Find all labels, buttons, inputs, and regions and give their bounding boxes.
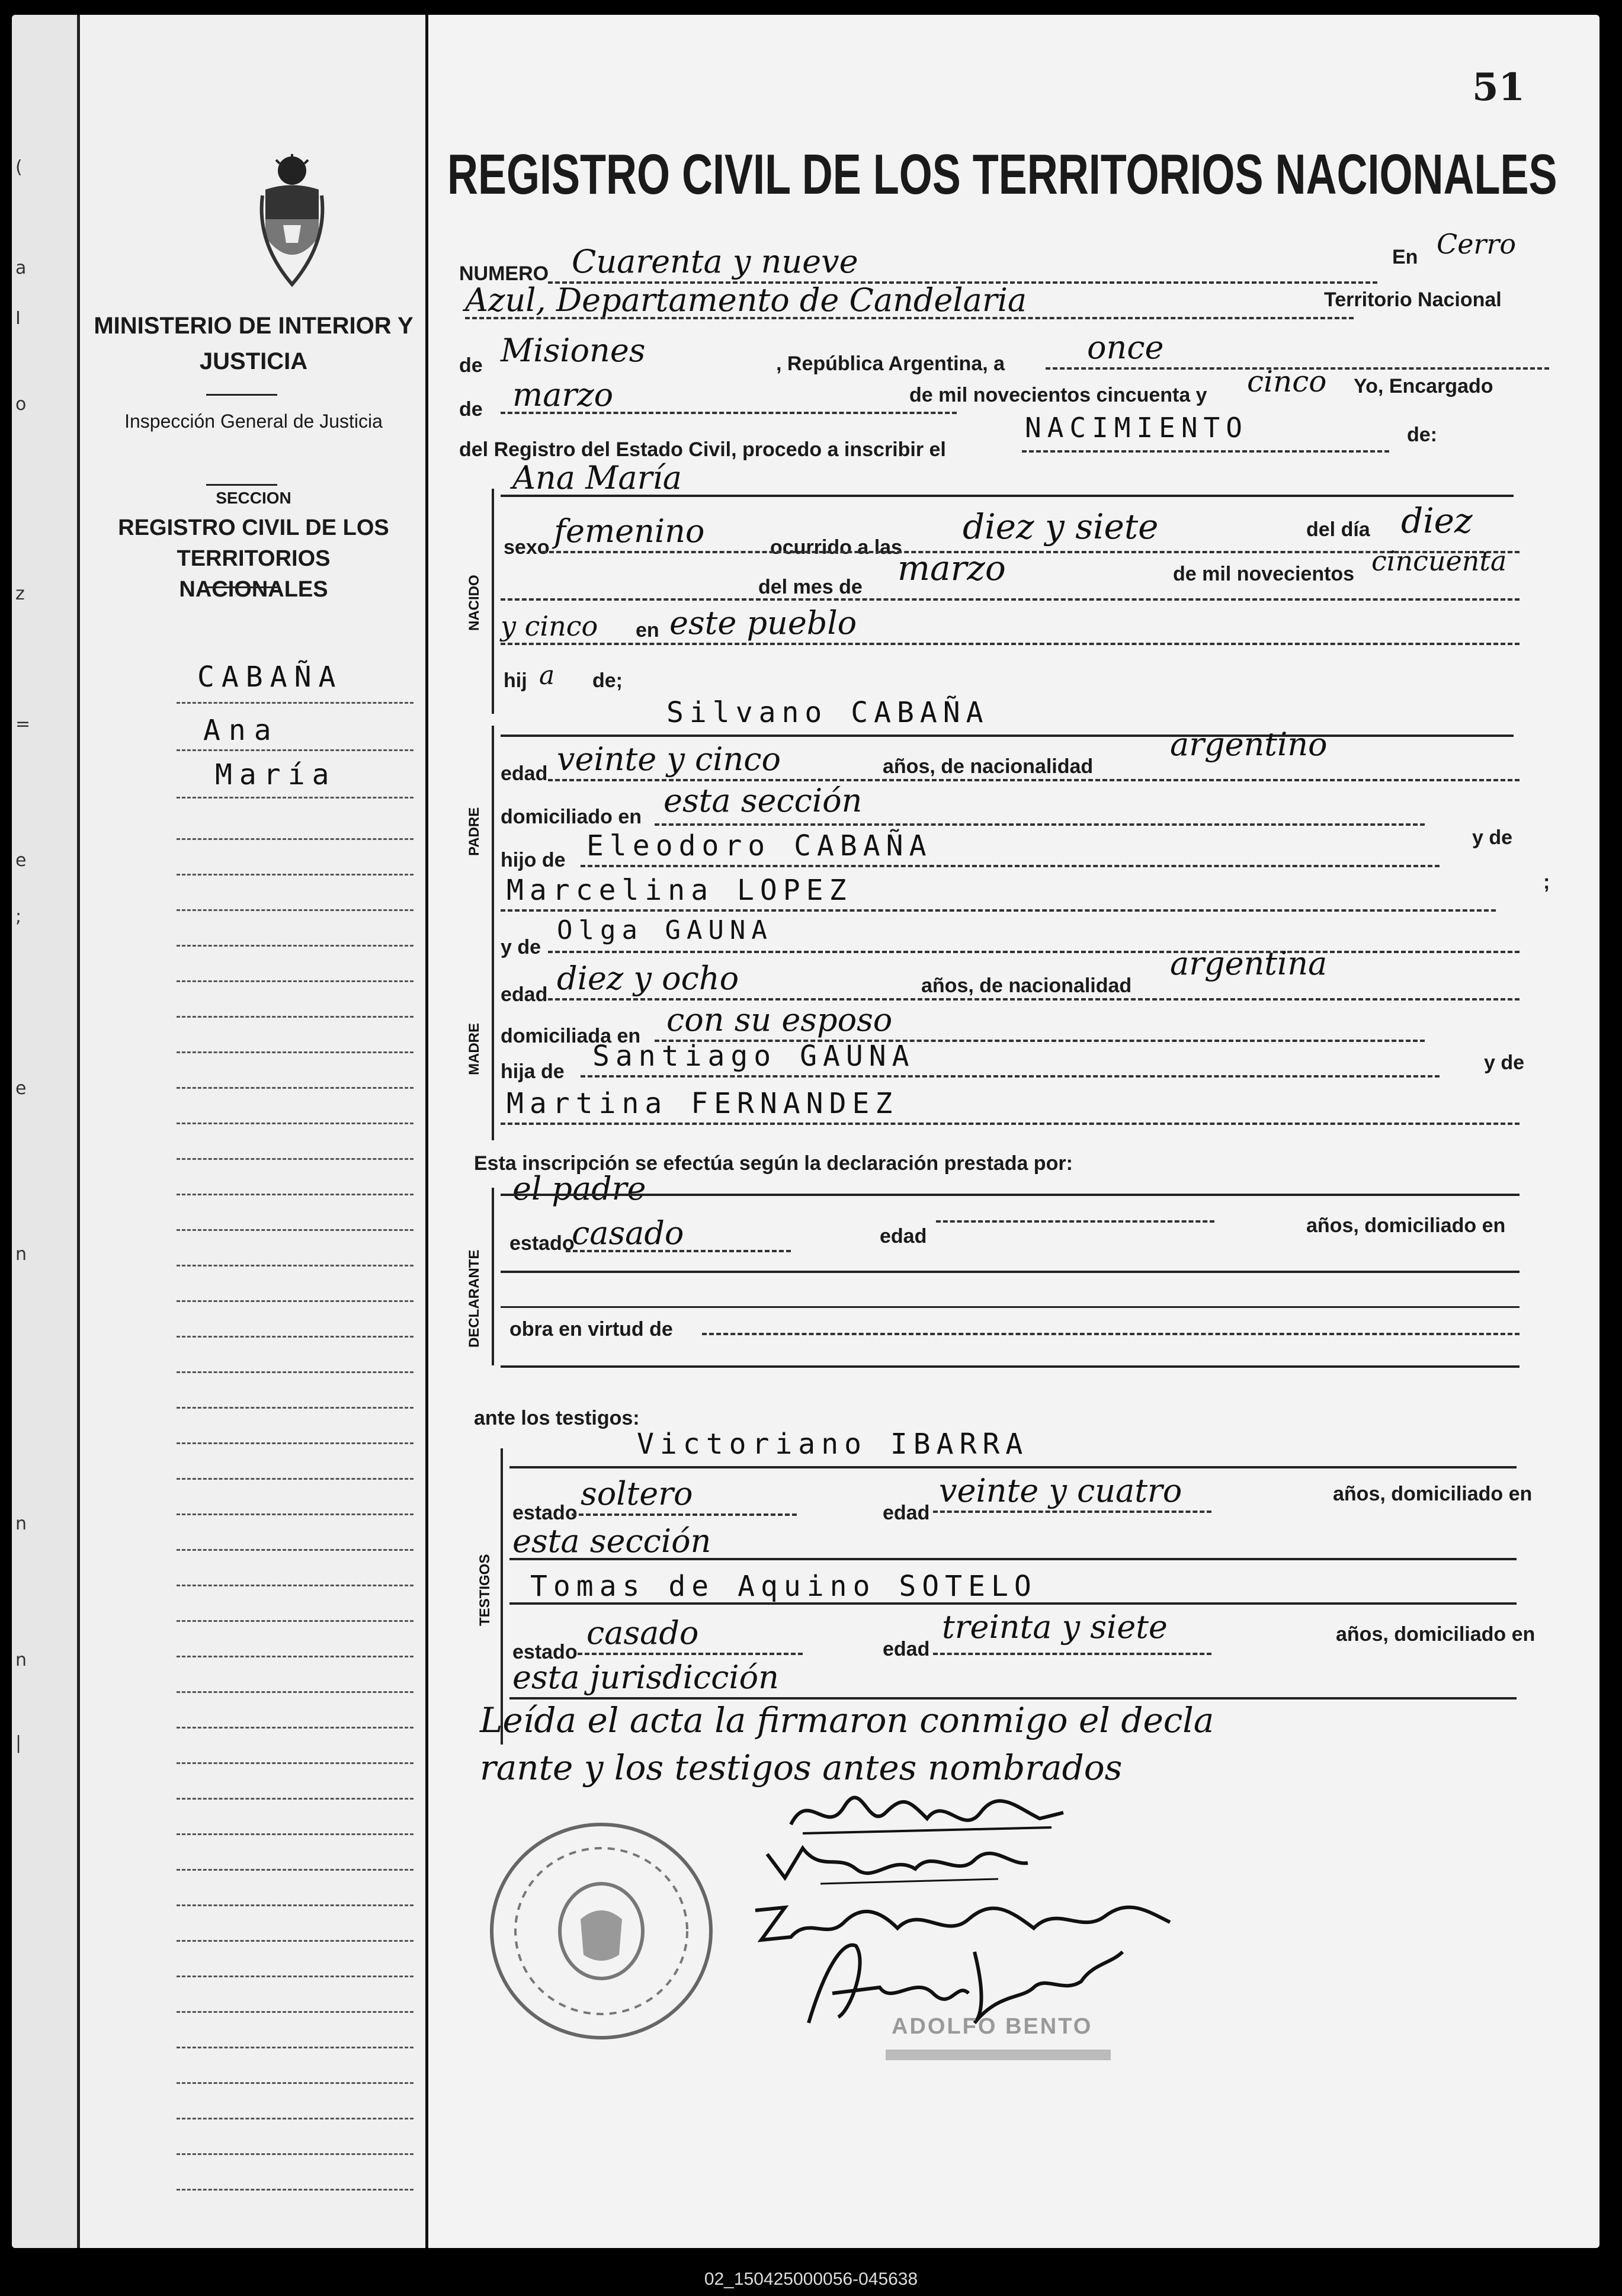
- cierre-linea-1: Leída el acta la firmaron conmigo el decla: [480, 1700, 1214, 1740]
- side-label-testigos: TESTIGOS: [477, 1554, 493, 1626]
- testigo2-estado: casado: [586, 1614, 699, 1652]
- side-label-madre: MADRE: [466, 1023, 482, 1075]
- madre-nombre: Olga GAUNA: [557, 915, 773, 945]
- file-id: 02_150425000056-045638: [704, 2269, 918, 2289]
- left-page-edge: ( a I o z = e ; e n n n |: [12, 15, 80, 2248]
- page-number: 51: [1472, 65, 1525, 110]
- testigo1-domicilio: esta sección: [512, 1522, 711, 1560]
- section-label: SECCION: [216, 489, 291, 507]
- padre-nombre: Silvano CABAÑA: [666, 696, 989, 729]
- side-label-nacido: NACIDO: [466, 575, 482, 631]
- madre-domicilio: con su esposo: [666, 1001, 893, 1038]
- cierre-linea-2: rante y los testigos antes nombrados: [480, 1747, 1123, 1788]
- testigo1-nombre: Victoriano IBARRA: [637, 1428, 1029, 1461]
- acto-value: NACIMIENTO: [1025, 412, 1248, 444]
- hij-suffix: a: [539, 660, 555, 691]
- abuelo-materno: Santiago GAUNA: [592, 1040, 915, 1073]
- signature-silvano: [785, 1783, 1069, 1842]
- anio-nacimiento-b: y cinco: [501, 610, 598, 642]
- form-body: 51 REGISTRO CIVIL DE LOS TERRITORIOS NACIONALES NUMERO Cuarenta y nueve En Cerro Azul, Departamento de Candelaria Territorio Nacional de Misiones , República Argentina, a once de marzo de mil novecientos cincuenta y cinco Yo, Encargado del Registro del Estado Civil, procedo a inscribir el NACIMIENTO de: NACIDO Ana María sexo femenino ocurrido a las diez y siete del día diez del mes de marzo de mil novecientos cincuenta y cinco en este pueblo hij a de; PADRE Silvano CABAÑA edad veinte y cinco años, de nacionalidad argentino domiciliado en esta sección hijo de Eleodoro CABAÑA y de Marcelina LOPEZ ; MADRE y de Olga GAUNA edad diez y ocho años, de nacionalidad argentina domiciliada en con su esposo hija de Santiago GAUNA y de Martina FERNANDEZ Esta inscripción se efectúa según la declaración prestada por: el padre DECLARANTE estado casado edad años, domiciliado en obra en virtud de ante los testigos: TESTIGOS Victoriano IBARRA estado soltero edad veinte y cuatro años, domiciliado en esta sección Tomas de Aquino SOTELO estado casado edad treinta y siete años, domiciliado en esta jurisdicción Leída el acta la firmaron conmigo el decla rante y los testigos antes nombrados ADOLFO BENTO: [429, 15, 1599, 2248]
- coat-of-arms-icon: [259, 154, 325, 290]
- section-name: REGISTRO CIVIL DE LOS TERRITORIOS NACIONALES: [118, 515, 389, 602]
- padre-nacionalidad: argentino: [1170, 726, 1328, 763]
- stamp-subtitle-bar: [886, 2050, 1111, 2060]
- stamp-name: ADOLFO BENTO: [892, 2014, 1093, 2039]
- anio-registro: cinco: [1247, 364, 1327, 399]
- signature-victoriano: [761, 1836, 1034, 1890]
- mes-registro: marzo: [512, 376, 614, 413]
- inspection-name: Inspección General de Justicia: [124, 411, 383, 432]
- dia-nacimiento: diez: [1401, 501, 1473, 541]
- territorio-value: Misiones: [501, 332, 646, 369]
- ministry-name: MINISTERIO DE INTERIOR Y JUSTICIA: [94, 313, 413, 374]
- document-page: [12, 15, 1599, 2248]
- abuelo-paterno: Eleodoro CABAÑA: [586, 829, 932, 862]
- page-title: REGISTRO CIVIL DE LOS TERRITORIOS NACIONALES: [447, 143, 1557, 206]
- mes-nacimiento: marzo: [897, 548, 1006, 588]
- lugar-nacimiento: este pueblo: [669, 604, 857, 642]
- en-value: Cerro: [1437, 228, 1517, 260]
- testigo2-edad: treinta y siete: [942, 1608, 1168, 1646]
- testigo1-estado: soltero: [581, 1475, 693, 1512]
- official-seal-icon: [486, 1819, 717, 2044]
- testigo1-edad: veinte y cuatro: [939, 1472, 1182, 1509]
- hora-value: diez y siete: [963, 506, 1159, 547]
- nombre-nacido: Ana María: [512, 459, 682, 496]
- footer-bar: [0, 2263, 1622, 2296]
- margin-column: [82, 15, 428, 2248]
- margin-first-name: Ana: [203, 714, 280, 747]
- declarante-value: el padre: [512, 1170, 646, 1207]
- padre-domicilio: esta sección: [663, 782, 863, 819]
- anio-nacimiento-a: cincuenta: [1371, 545, 1507, 577]
- margin-surname: CABAÑA: [197, 660, 343, 694]
- padre-edad: veinte y cinco: [557, 740, 781, 778]
- abuela-paterna: Marcelina LOPEZ: [507, 874, 852, 907]
- testigo2-domicilio: esta jurisdicción: [512, 1659, 779, 1696]
- madre-nacionalidad: argentina: [1170, 945, 1328, 982]
- dia-registro: once: [1087, 329, 1164, 366]
- margin-second-name: María: [215, 758, 336, 791]
- sexo-value: femenino: [554, 512, 705, 550]
- testigo2-nombre: Tomas de Aquino SOTELO: [530, 1570, 1037, 1603]
- declarante-estado: casado: [572, 1214, 684, 1252]
- madre-edad: diez y ocho: [557, 960, 739, 997]
- side-label-declarante: DECLARANTE: [466, 1249, 482, 1348]
- abuela-materna: Martina FERNANDEZ: [507, 1087, 899, 1120]
- side-label-padre: PADRE: [466, 807, 482, 856]
- place-line: Azul, Departamento de Candelaria: [465, 281, 1027, 319]
- numero-value: Cuarenta y nueve: [572, 243, 858, 280]
